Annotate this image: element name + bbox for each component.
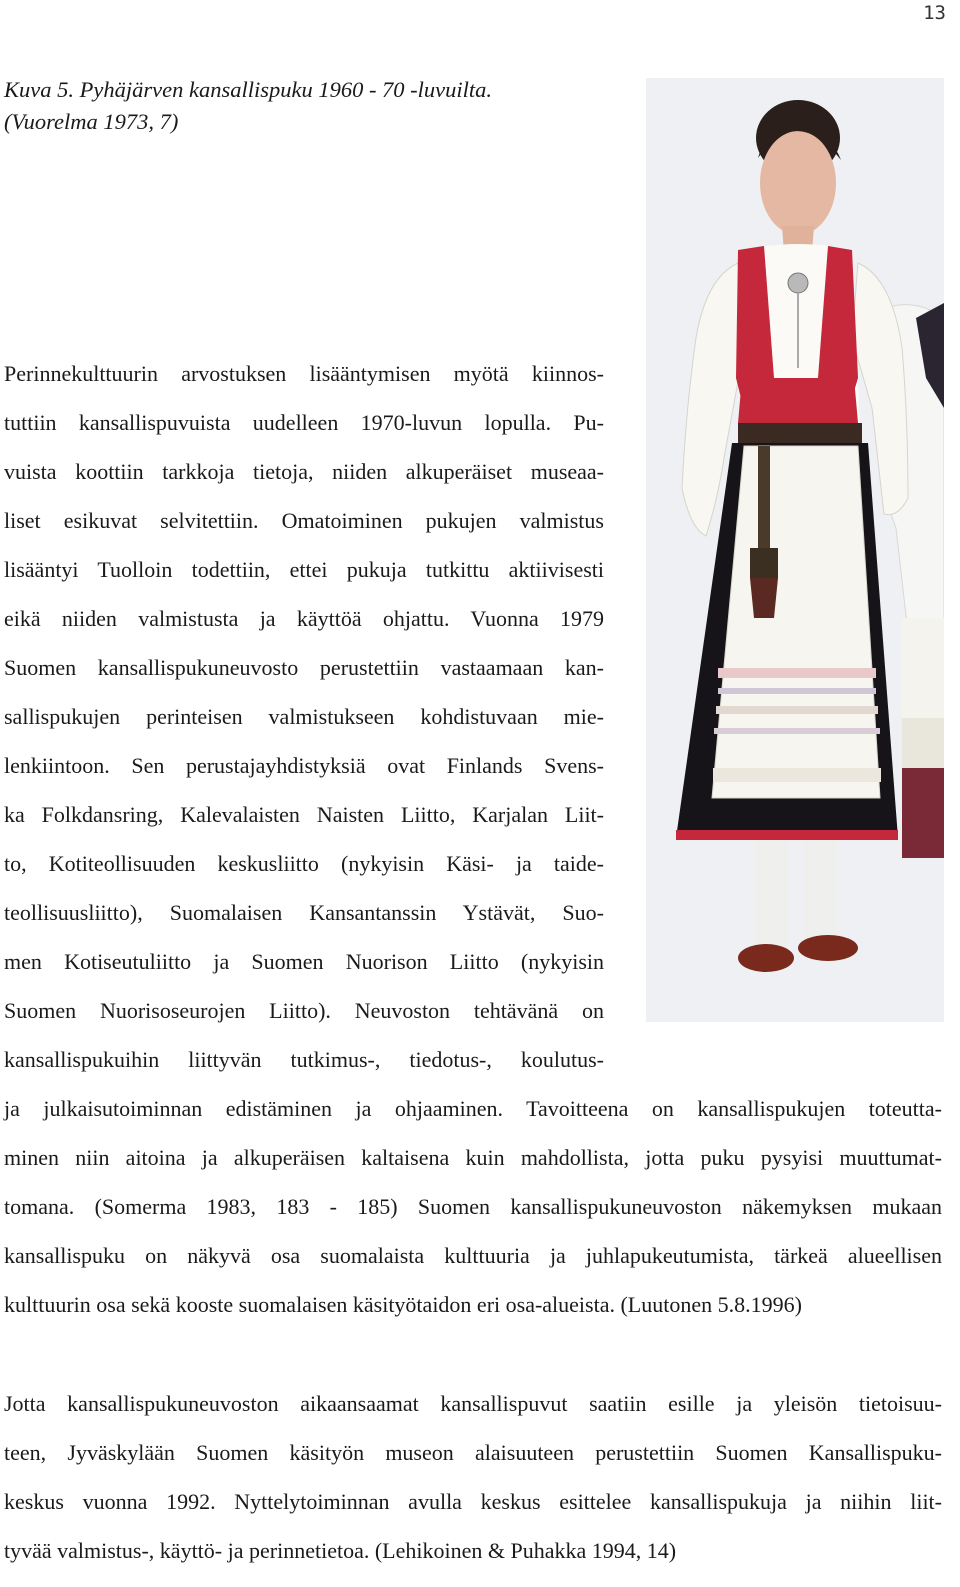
paragraph1-line: teollisuusliitto), Suomalaisen Kansantanssin Ystävät, Suo-: [4, 900, 604, 925]
skirt-hem: [676, 830, 898, 840]
paragraph1-line: minen niin aitoina ja alkuperäisen kaltaisena kuin mahdollista, jotta puku pysyisi muuttumat-: [4, 1145, 942, 1170]
paragraph1-line: tuttiin kansallispuvuista uudelleen 1970-luvun lopulla. Pu-: [4, 410, 604, 435]
caption-line: (Vuorelma 1973, 7): [4, 109, 179, 134]
paragraph1-line: Suomen kansallispukuneuvosto perustettiin vastaamaan kan-: [4, 655, 604, 680]
folk-costume-illustration: [646, 78, 944, 1022]
paragraph1-line: eikä niiden valmistusta ja käyttöä ohjattu. Vuonna 1979: [4, 606, 604, 631]
red-vest: [736, 246, 858, 423]
paragraph1-line: kansallispukuihin liittyvän tutkimus-, tiedotus-, koulutus-: [4, 1047, 604, 1072]
belt: [738, 423, 862, 445]
left-leg: [754, 840, 788, 950]
paragraph2-line: tyvää valmistus-, käyttö- ja perinnetietoa. (Lehikoinen & Puhakka 1994, 14): [4, 1538, 677, 1563]
figure-caption: [4, 74, 624, 138]
page-number: 13: [923, 2, 946, 24]
paragraph1-line: lenkiintoon. Sen perustajayhdistyksiä ovat Finlands Svens-: [4, 753, 604, 778]
paragraph1-line: lisääntyi Tuolloin todettiin, ettei pukuja tutkittu aktiivisesti: [4, 557, 604, 582]
paragraph1-line: to, Kotiteollisuuden keskusliitto (nykyisin Käsi- ja taide-: [4, 851, 604, 876]
folk-costume-photo: [646, 78, 944, 1022]
paragraph1-line: kulttuurin osa sekä kooste suomalaisen käsityötaidon eri osa-alueista. (Luutonen 5.8.1996): [4, 1292, 802, 1317]
caption-line: Kuva 5. Pyhäjärven kansallispuku 1960 - 70 -luvuilta.: [4, 77, 493, 102]
paragraph1-line: Perinnekulttuurin arvostuksen lisääntymisen myötä kiinnos-: [4, 361, 604, 386]
right-leg: [804, 840, 838, 940]
paragraph1-line: liset esikuvat selvitettiin. Omatoiminen pukujen valmistus: [4, 508, 604, 533]
paragraph1-line: sallispukujen perinteisen valmistukseen kohdistuvaan mie-: [4, 704, 604, 729]
left-shoe: [738, 944, 794, 972]
paragraph1-line: Suomen Nuorisoseurojen Liitto). Neuvoston tehtävänä on: [4, 998, 604, 1023]
paragraph1-line: ka Folkdansring, Kalevalaisten Naisten Liitto, Karjalan Liit-: [4, 802, 604, 827]
paragraph1-line: tomana. (Somerma 1983, 183 - 185) Suomen kansallispukuneuvoston näkemyksen mukaan: [4, 1194, 942, 1219]
right-shoe: [798, 935, 858, 961]
paragraph2-line: keskus vuonna 1992. Nyttelytoiminnan avulla keskus esittelee kansallispukuja ja niihin liit-: [4, 1489, 942, 1514]
paragraph2-line: teen, Jyväskylään Suomen käsityön museon alaisuuteen perustettiin Suomen Kansallispuku-: [4, 1440, 942, 1465]
paragraph1-line: kansallispuku on näkyvä osa suomalaista kulttuuria ja juhlapukeutumista, tärkeä alueellisen: [4, 1243, 942, 1268]
paragraph1-line: ja julkaisutoiminnan edistäminen ja ohjaaminen. Tavoitteena on kansallispukujen toteutta-: [4, 1096, 942, 1121]
paragraph2-line: Jotta kansallispukuneuvoston aikaansaamat kansallispuvut saatiin esille ja yleisön tietoisuu-: [4, 1391, 942, 1416]
paragraph1-line: men Kotiseutuliitto ja Suomen Nuorison Liitto (nykyisin: [4, 949, 604, 974]
paragraph1-line: vuista koottiin tarkkoja tietoja, niiden alkuperäiset museaa-: [4, 459, 604, 484]
